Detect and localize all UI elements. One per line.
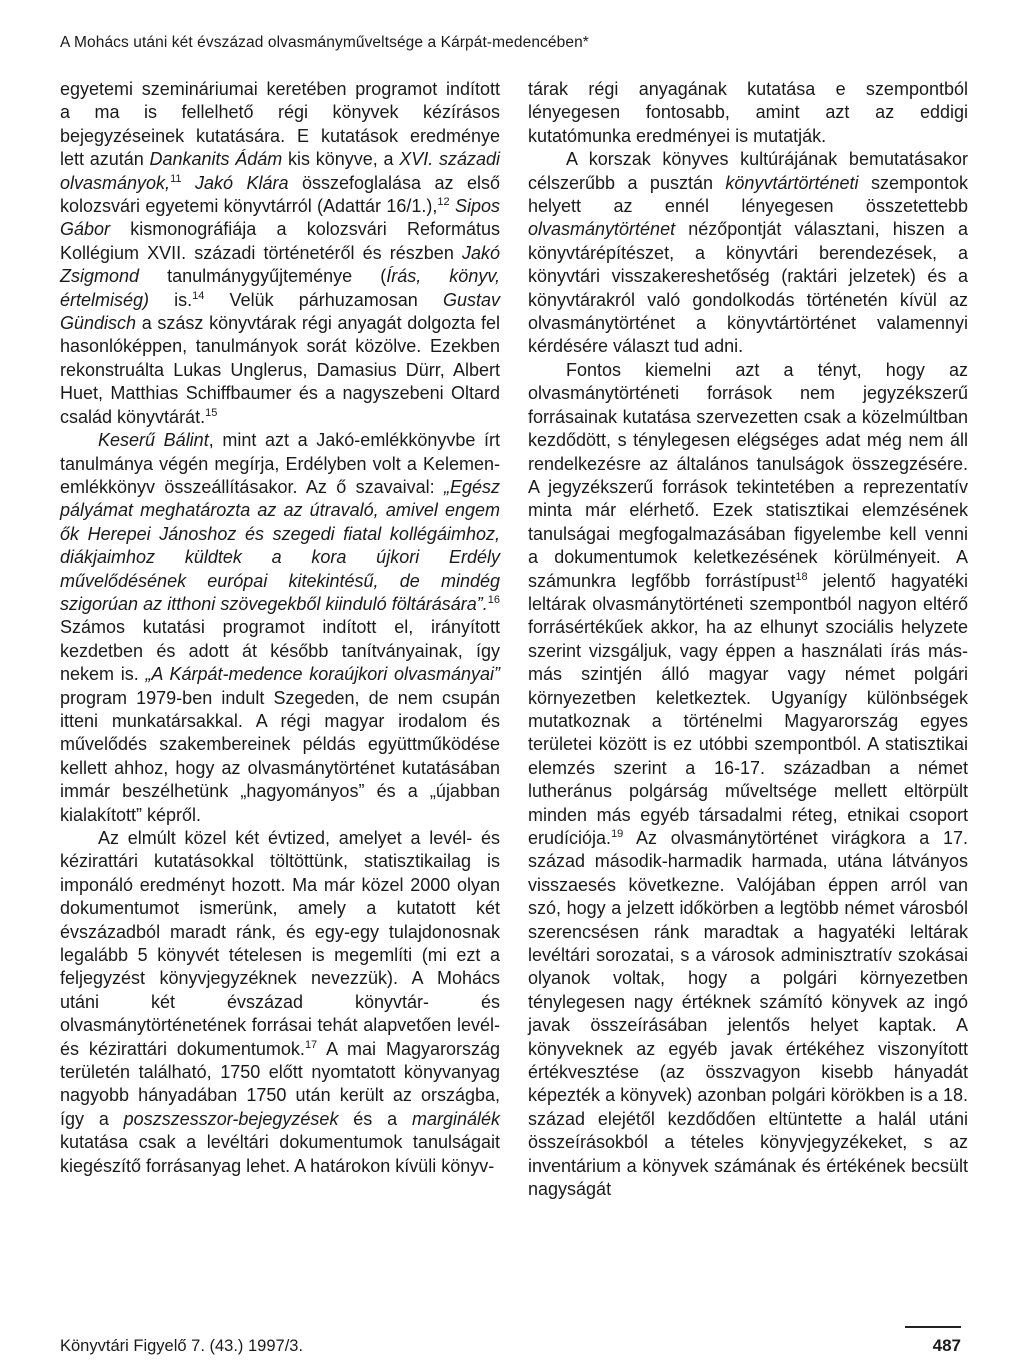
text-run: A mai Magyarország területén található, 1750 előtt nyomtatott könyvanyag nagyobb hányadában 1750 után került az országba, így a <box>60 1038 500 1129</box>
text-run <box>181 173 194 193</box>
paragraph-left-2 <box>60 429 500 827</box>
paragraph-left-3 <box>60 827 500 1178</box>
text-run: tanulmánygyűjteménye ( <box>139 266 387 287</box>
text-run: és a <box>338 1108 412 1129</box>
paragraph-right-1 <box>528 78 968 148</box>
text-run: tárak régi anyagának kutatása e szempontból lényegesen fontosabb, amint azt az eddigi kutatómunka eredményei is mutatják. <box>528 79 968 146</box>
text-run: nézőpontját választani, hiszen a könyvtárépítészet, a könyvtári berendezések, a könyvtári visszakereshetőség (raktári jelzetek) és a könyvtárakról való gondolkodás történetén kívül az olvasmánytörténet a könyvtártörténet valamennyi kérdésére választ tud adni. <box>528 219 968 357</box>
book-title: Írás, könyv, értelmiség) <box>60 266 500 310</box>
text-run: program 1979-ben indult Szegeden, de nem csupán itteni munkatársakkal. A régi magyar irodalom és művelődés szakembereinek példás együttműködése kellett ahhoz, hogy az olvasmánytörténet kutatásában immár beszélhetünk „hagyományos” és a „újabban kialakított” képről. <box>60 687 500 825</box>
term: könyvtártörténeti <box>725 172 859 193</box>
text-run: jelentő hagyatéki leltárak olvasmánytörténeti szempontból nagyon eltérő forrásértékűek akkor, ha az elhunyt szociális helyzete szerint vizsgáljuk, vagy éppen a használati írás más-más szintjén álló magyar vagy német polgári környezetben keletkeztek. Ugyanígy különbségek mutatkoznak a történelmi Magyarország egyes területei között is ez utóbbi szempontból. A statisztikai elemzés szerint a 16-17. században a német lutheránus polgárság műveltsége mellett eltörpült minden más egyéb társadalmi réteg, etnikai csoport erudíciója. <box>528 570 968 848</box>
paragraph-right-2 <box>528 148 968 359</box>
footnote-ref: 15 <box>205 406 218 419</box>
footnote-ref: 17 <box>304 1038 318 1051</box>
text-run: Velük párhuzamosan <box>204 289 443 310</box>
text-run: a szász könyvtárak régi anyagát dolgozta fel hasonlóképpen, tanulmányok sorát közölve. Ezekben rekonstruálta Lukas Unglerus, Damasius Dürr, Albert Huet, Matthias Schiffbaumer és a nagyszebeni Oltard család könyvtárát. <box>60 313 500 427</box>
author-name: Gustav Gündisch <box>60 289 500 334</box>
left-column <box>60 78 500 1178</box>
paragraph-right-3 <box>528 359 968 1202</box>
footnote-ref: 19 <box>611 828 624 840</box>
author-name: Jakó Klára <box>194 172 289 193</box>
text-run: Számos kutatási programot indított el, irányított kezdetben és adott át később tanítványainak, így nekem is. <box>60 617 500 685</box>
text-run: is. <box>149 289 193 310</box>
term: olvasmánytörténet <box>528 219 676 240</box>
page-number: 487 <box>932 1336 961 1355</box>
text-run: kis könyve, a <box>282 149 400 170</box>
text-run: A korszak könyves kultúrájának bemutatásakor célszerűbb a pusztán <box>528 149 968 193</box>
book-title: XVI. századi olvasmányok, <box>60 149 501 193</box>
quotation: „Egész pályámat meghatározta az az útravaló, amivel engem ők Herepei Jánoshoz és szegedi fiatal kollégáimhoz, diákjaimhoz küldtek a kora újkori Erdély művelődésének európai kitekintésű, de mindég szigorúan az itthoni szövegekből kiinduló föltárására”. <box>60 476 500 614</box>
footnote-ref: 16 <box>487 593 500 606</box>
paragraph-left-1 <box>60 78 500 429</box>
text-run: , mint azt a Jakó-emlékkönyvbe írt tanulmánya végén megírja, Erdélyben volt a Kelemen-emlékkönyv összeállításakor. Az ő szavaival: <box>60 430 500 497</box>
footnote-ref: 12 <box>437 196 450 209</box>
author-name: Dankanits Ádám <box>149 149 283 170</box>
text-run: kutatása csak a levéltári dokumentumok tanulságait kiegészítő forrásanyag lehet. A határokon kívüli könyv- <box>60 1132 500 1176</box>
right-column <box>528 78 968 1202</box>
footnote-ref: 14 <box>192 289 205 302</box>
text-run: összefoglalása az első kolozsvári egyetemi könyvtárról (Adattár 16/1.), <box>60 172 500 217</box>
author-name: Jakó Zsigmond <box>60 242 500 287</box>
running-header: A Mohács utáni két évszázad olvasmányműveltsége a Kárpát-medencében* <box>60 34 589 51</box>
footer-rule <box>905 1326 961 1328</box>
term: poszszesszor-bejegyzések <box>123 1108 339 1129</box>
text-run: szempontok helyett az ennél lényegesen összetettebb <box>528 172 968 217</box>
text-run: Az elmúlt közel két évtized, amelyet a levél- és kézirattári kutatásokkal töltöttünk, statisztikailag is imponáló eredményt hozott. Ma már közel 2000 olyan dokumentumot ismerünk, amely a kutatott két évszázadból maradt ránk, és egy-egy tulajdonosnak legalább 5 könyvét tételesen is megemlíti (mi ezt a feljegyzést könyvjegyzéknek nevezzük). A Mohács utáni két évszázad könyvtár- és olvasmánytörténetének forrásai tehát alapvetően levél- és kézirattári dokumentumok. <box>60 828 500 1059</box>
author-name: Sipos Gábor <box>60 196 500 240</box>
text-run: Az olvasmánytörténet virágkora a 17. század második-harmadik harmada, utána látványos visszaesés következne. Valójában éppen arról van szó, hogy a jelzett időkörben a legtöbb német városból szerencsésen ránk maradtak a hagyatéki leltárak levéltári sorozatai, s a városok adminisztratív szokásai olyanok voltak, hogy a polgári környezetben ténylegesen nagy értéknek számító könyvek az ingó javak összeírásában jelentős helyet kaptak. A könyveknek az egyéb javak értékéhez viszonyított értékvesztése (az összvagyon kisebb hányadát képezték a könyvek) azonban polgári körökben is a 18. század elejétől kezdődően eltüntette a halál utáni összeírásokból a tételes könyvjegyzékeket, s az inventárium a könyvek számának és értékének becsült nagyságát <box>528 828 968 1200</box>
term: marginálék <box>411 1108 500 1129</box>
text-run: egyetemi szemináriumai keretében programot indított a ma is fellelhető régi könyvek kézírásos bejegyzéseinek kutatására. E kutatások eredménye lett azután <box>60 79 500 170</box>
author-name: Keserű Bálint <box>98 430 209 451</box>
footnote-ref: 18 <box>795 570 808 583</box>
program-title: „A Kárpát-medence koraújkori olvasmányai” <box>145 664 501 685</box>
footnote-ref: 11 <box>170 172 182 185</box>
text-run: Fontos kiemelni azt a tényt, hogy az olvasmánytörténeti források nem jegyzékszerű forrásainak kutatása szervezetten csak a közelmúltban kezdődött, s ténylegesen elégséges adat még nem áll rendelkezésre az általános tanulságok összegzésére. A jegyzékszerű források tekintetében a reprezentatív minta már elérhető. Ezek statisztikai elemzésének tanulságai megfogalmazásában figyelembe kell venni a dokumentumok keletkezésének körülményeit. A számunkra legfőbb forrástípust <box>528 359 968 591</box>
journal-citation: Könyvtári Figyelő 7. (43.) 1997/3. <box>60 1337 304 1355</box>
text-run: kismonográfiája a kolozsvári Református Kollégium XVII. századi történetéről és részben <box>60 219 500 263</box>
